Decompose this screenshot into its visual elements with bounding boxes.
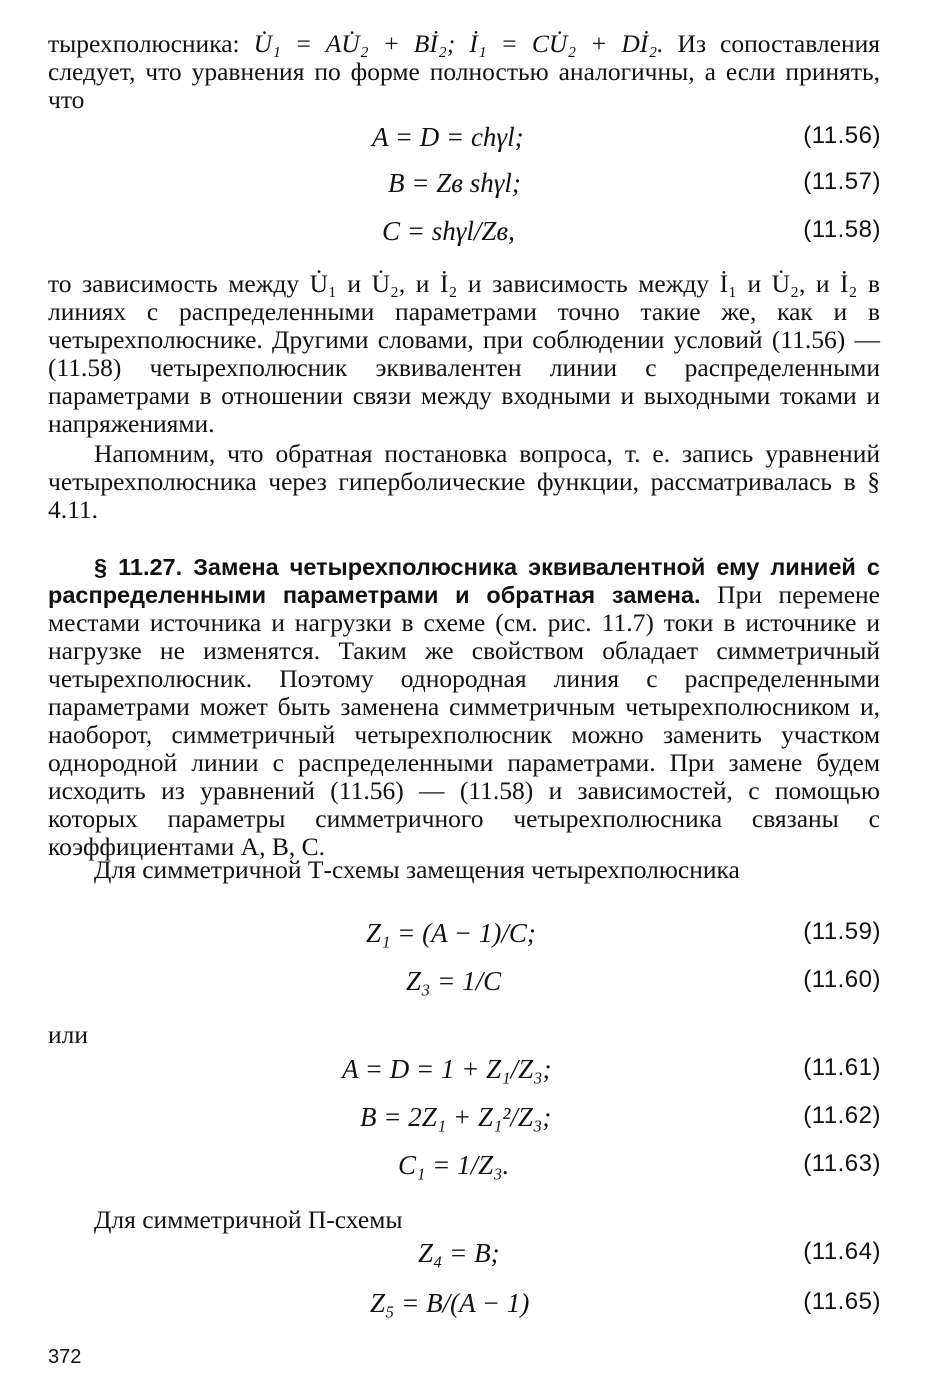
paragraph-equivalence: то зависимость между U̇₁ и U̇₂, и İ₂ и зависимость между İ₁ и U̇₂, и İ₂ в линиях с распределенными параметрами точно такие же, как и в четырехполюснике. Другими словами, при соблюдении условий (11.56) — (11.58) четырехполюсник эквивалентен линии с распределенными параметрами в отношении связи между входными и выходными токами и напряжениями. <box>48 269 880 438</box>
equation-11-62 <box>0 1102 949 1142</box>
equation-11-56 <box>0 122 949 162</box>
equation-11-61 <box>0 1054 949 1094</box>
equation-11-63 <box>0 1150 949 1190</box>
equation-expr: C = shγl/Zв, <box>382 216 515 246</box>
equation-expr: Z₃ = 1/C <box>406 966 502 996</box>
intro-text-before: тырехполюсника: <box>48 29 254 58</box>
equation-11-57 <box>0 168 949 208</box>
t-scheme-intro: Для симметричной Т-схемы замещения четырехполюсника <box>94 855 740 884</box>
equation-expr: Z₅ = B/(A − 1) <box>370 1288 530 1318</box>
or-word: или <box>48 1020 89 1049</box>
equation-number: (11.58) <box>803 216 881 243</box>
equation-number: (11.61) <box>803 1054 881 1081</box>
equation-number: (11.62) <box>803 1102 881 1129</box>
equation-expr: Z₁ = (A − 1)/C; <box>366 918 536 948</box>
equation-11-65 <box>0 1288 949 1328</box>
intro-text-after: Из сопоставления следует, что уравнения по форме полностью аналогичны, а если принять, что <box>48 29 880 114</box>
equation-expr: C₁ = 1/Z₃. <box>398 1150 510 1180</box>
equation-number: (11.65) <box>803 1288 881 1315</box>
section-11-27 <box>48 553 880 861</box>
section-heading: § 11.27. Замена четырехполюсника эквивалентной ему линией с распределенными параметрами и обратная замена. <box>48 554 880 608</box>
equation-expr: Z₄ = B; <box>418 1238 500 1268</box>
equation-number: (11.59) <box>803 918 881 945</box>
equation-number: (11.56) <box>803 122 881 149</box>
equation-expr: A = D = 1 + Z₁/Z₃; <box>342 1054 552 1084</box>
equation-expr: B = Zв shγl; <box>388 168 521 198</box>
equation-11-60 <box>0 966 949 1006</box>
equation-expr: B = 2Z₁ + Z₁²/Z₃; <box>360 1102 552 1132</box>
paragraph-reminder: Напомним, что обратная постановка вопроса, т. е. запись уравнений четырехполюсника через гиперболические функции, рассматривалась в § 4.11. <box>48 439 880 524</box>
equation-11-59 <box>0 918 949 958</box>
intro-inline-equation: U̇₁ = AU̇₂ + Bİ₂; İ₁ = CU̇₂ + Dİ₂. <box>253 29 664 58</box>
equation-11-58 <box>0 216 949 256</box>
equation-expr: A = D = chγl; <box>372 122 524 152</box>
pi-scheme-intro: Для симметричной П-схемы <box>94 1205 403 1234</box>
equation-11-64 <box>0 1238 949 1278</box>
equation-number: (11.57) <box>803 168 881 195</box>
intro-paragraph <box>48 30 880 114</box>
page-number: 372 <box>48 1346 82 1368</box>
section-body: При перемене местами источника и нагрузки в схеме (см. рис. 11.7) токи в источнике и нагрузке не изменятся. Таким же свойством обладает симметричный четырехполюсник. Поэтому однородная линия с распределенными параметрами может быть заменена симметричным четырехполюсником и, наоборот, симметричный четырехполюсник можно заменить участком однородной линии с распределенными параметрами. При замене будем исходить из уравнений (11.56) — (11.58) и зависимостей, с помощью которых параметры симметричного четырехполюсника связаны с коэффициентами A, B, C. <box>48 580 881 861</box>
equation-number: (11.60) <box>803 966 881 993</box>
equation-number: (11.64) <box>803 1238 881 1265</box>
equation-number: (11.63) <box>803 1150 881 1177</box>
